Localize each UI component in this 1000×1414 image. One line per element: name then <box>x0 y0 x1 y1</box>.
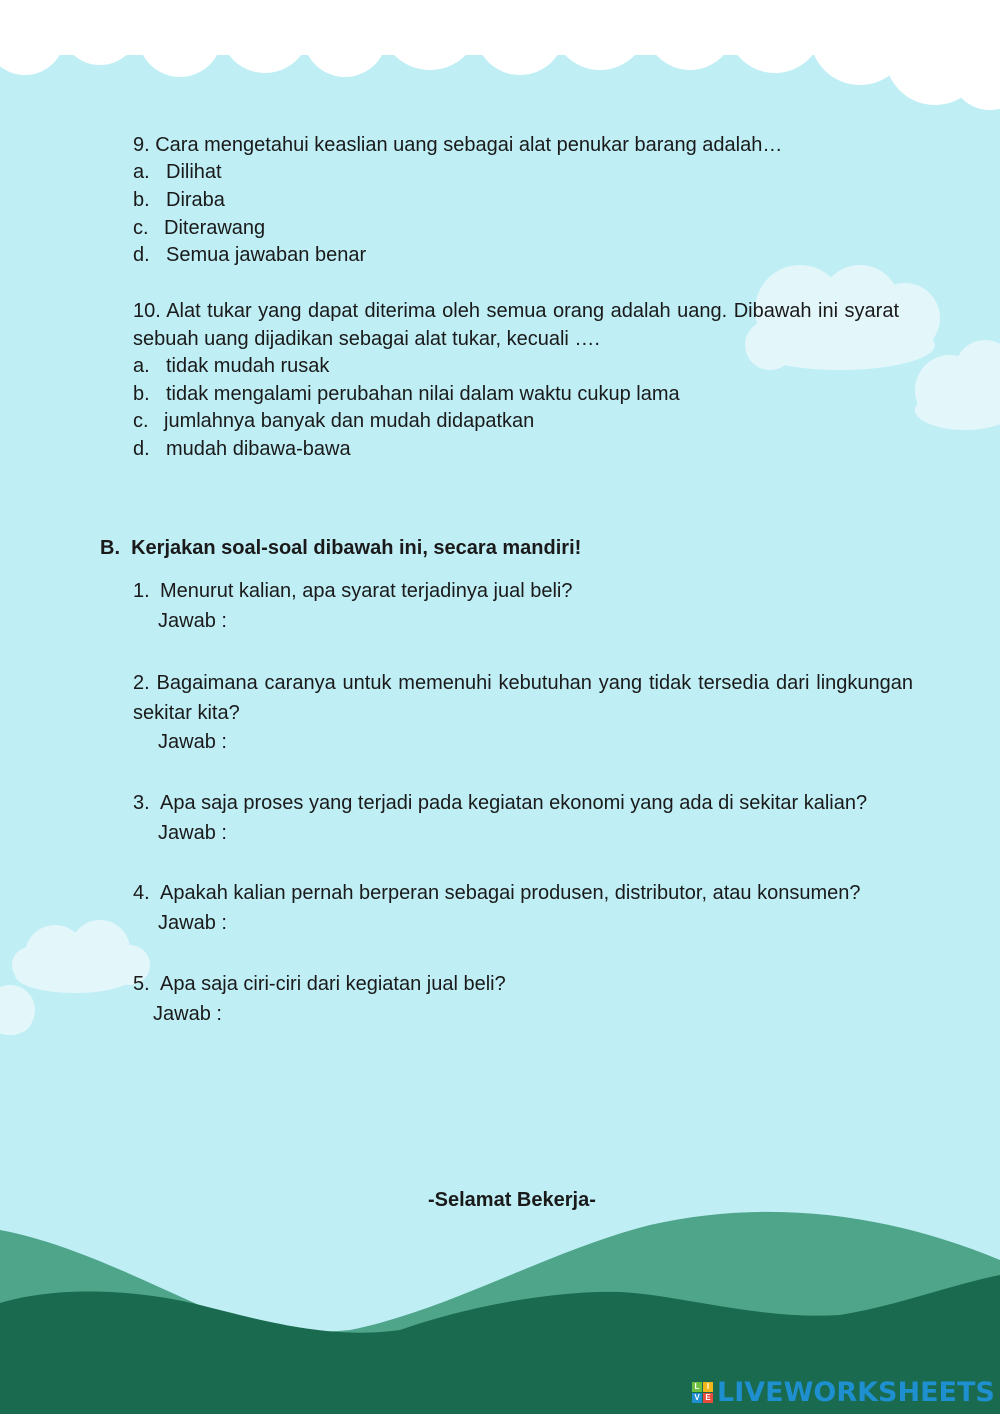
b-answer-label-2: Jawab : <box>158 731 227 753</box>
b-question-4: 4. Apakah kalian pernah berperan sebagai produsen, distributor, atau konsumen? <box>133 882 861 904</box>
q10-option-c: c. jumlahnya banyak dan mudah didapatkan <box>133 410 535 432</box>
liveworksheets-logo[interactable] <box>692 1377 995 1407</box>
b-answer-label-3: Jawab : <box>158 822 227 844</box>
q9-option-d: d. Semua jawaban benar <box>133 244 367 266</box>
b-question-1: 1. Menurut kalian, apa syarat terjadinya jual beli? <box>133 580 573 602</box>
section-b-heading: B. Kerjakan soal-soal dibawah ini, secara mandiri! <box>100 537 582 559</box>
b-answer-label-1: Jawab : <box>158 610 227 632</box>
b-answer-label-5: Jawab : <box>153 1003 222 1025</box>
b-question-3: 3. Apa saja proses yang terjadi pada kegiatan ekonomi yang ada di sekitar kalian? <box>133 792 868 814</box>
q10-option-a: a. tidak mudah rusak <box>133 355 330 377</box>
closing-text: -Selamat Bekerja- <box>428 1189 596 1211</box>
logo-grid-icon: L I V E <box>692 1382 713 1403</box>
q9-option-a: a. Dilihat <box>133 161 222 183</box>
q10-question: 10. Alat tukar yang dapat diterima oleh semua orang adalah uang. Dibawah ini syarat sebuah uang dijadikan sebagai alat tukar, kecuali …. <box>133 300 899 350</box>
logo-text: LIVEWORKSHEETS <box>717 1376 995 1408</box>
q10-option-b: b. tidak mengalami perubahan nilai dalam waktu cukup lama <box>133 383 680 405</box>
q9-option-b: b. Diraba <box>133 189 225 211</box>
b-question-2: 2. Bagaimana caranya untuk memenuhi kebutuhan yang tidak tersedia dari lingkungan sekitar kita? <box>133 672 913 724</box>
b-answer-label-4: Jawab : <box>158 912 227 934</box>
q9-question: 9. Cara mengetahui keaslian uang sebagai alat penukar barang adalah… <box>133 134 783 156</box>
q9-option-c: c. Diterawang <box>133 217 266 239</box>
b-question-5: 5. Apa saja ciri-ciri dari kegiatan jual beli? <box>133 973 506 995</box>
q10-option-d: d. mudah dibawa-bawa <box>133 438 351 460</box>
